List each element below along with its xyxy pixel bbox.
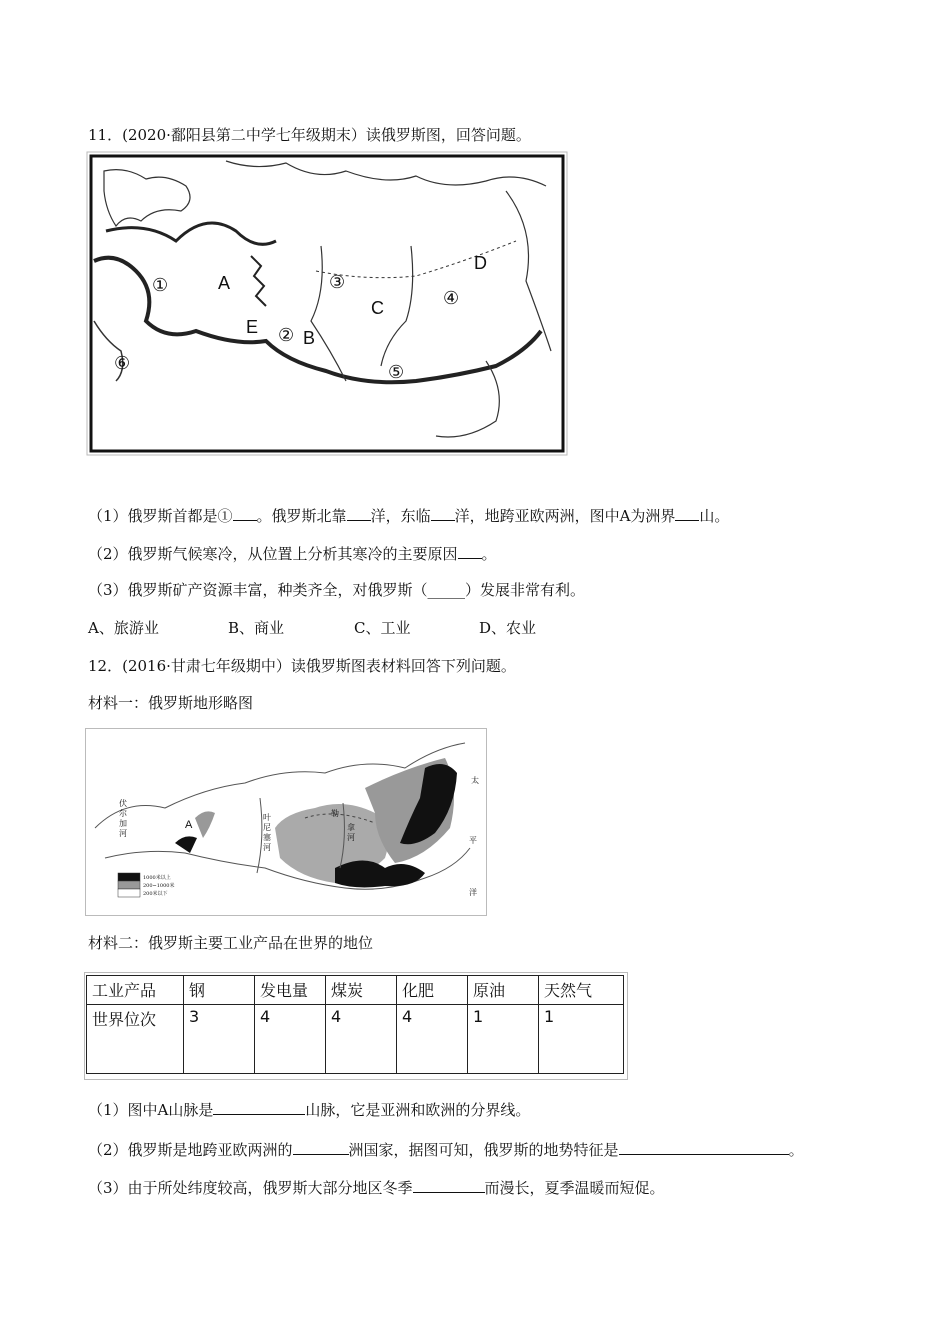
table-cell: 4 (255, 1005, 326, 1074)
option-d[interactable]: D、农业 (479, 619, 537, 637)
map2-label-pacific-3: 洋 (469, 888, 477, 897)
legend-high: 1000米以上 (143, 875, 171, 881)
map1-label-3: ③ (329, 272, 346, 293)
q12-blank-winter[interactable] (413, 1177, 485, 1193)
q12-blank-terrain[interactable] (619, 1139, 789, 1155)
q12-s1-text-a: （1）图中A山脉是 (88, 1101, 214, 1119)
q12-s3-text-a: （3）由于所处纬度较高，俄罗斯大部分地区冬季 (88, 1179, 413, 1197)
table-header-cell: 钢 (184, 976, 255, 1005)
option-b[interactable]: B、商业 (228, 619, 285, 637)
question-12-title: 12．(2016·甘肃七年级期中）读俄罗斯图表材料回答下列问题。 (88, 657, 516, 675)
q12-subq1 (88, 1099, 530, 1120)
map2-label-yenisei-2: 尼 (263, 823, 271, 832)
map2-label-yenisei-1: 叶 (263, 813, 271, 822)
option-c[interactable]: C、工业 (354, 619, 411, 637)
map1-label-2: ② (278, 325, 295, 346)
material-1-label: 材料一：俄罗斯地形略图 (88, 694, 254, 712)
map2-label-volga-1: 伏 (119, 799, 127, 808)
table-header-cell: 发电量 (255, 976, 326, 1005)
table-cell: 世界位次 (87, 1005, 184, 1074)
q11-subq3: （3）俄罗斯矿产资源丰富，种类齐全，对俄罗斯（_____）发展非常有利。 (88, 581, 586, 599)
map1-label-5: ⑤ (388, 362, 405, 383)
q11-blank-reason[interactable] (458, 543, 482, 559)
map1-label-D: D (474, 253, 487, 273)
table-cell: 4 (326, 1005, 397, 1074)
q11-s1-text-c: 洋，东临 (370, 507, 431, 525)
map2-label-lena-1: 勒 (331, 809, 339, 818)
map2-label-volga-4: 河 (119, 829, 127, 838)
q12-subq3 (88, 1177, 665, 1198)
q11-blank-north-ocean[interactable] (347, 505, 371, 521)
industry-table (86, 975, 624, 1074)
q11-s2-text-a: （2）俄罗斯气候寒冷，从位置上分析其寒冷的主要原因 (88, 545, 458, 563)
q12-s3-text-b: 而漫长，夏季温暖而短促。 (484, 1179, 665, 1197)
table-header-cell: 化肥 (397, 976, 468, 1005)
q11-s2-text-b: 。 (481, 545, 497, 563)
map2-label-volga-2: 尔 (119, 809, 127, 818)
map2-label-yenisei-4: 河 (263, 843, 271, 852)
q11-blank-east-ocean[interactable] (431, 505, 455, 521)
legend-low: 200米以下 (143, 891, 168, 897)
map2-label-lena-2: 拿 (347, 823, 355, 832)
table-cell: 3 (184, 1005, 255, 1074)
table-cell: 1 (539, 1005, 624, 1074)
table-cell: 4 (397, 1005, 468, 1074)
q12-s2-text-a: （2）俄罗斯是地跨亚欧两洲的 (88, 1141, 293, 1159)
question-11-title: 11．(2020·鄱阳县第二中学七年级期末）读俄罗斯图，回答问题。 (88, 126, 531, 144)
map1-label-A: A (218, 273, 231, 293)
map2-label-volga-3: 加 (119, 819, 127, 828)
option-a[interactable]: A、旅游业 (88, 619, 159, 637)
legend-mid: 200~1000米 (143, 883, 175, 889)
map1-label-4: ④ (443, 288, 460, 309)
q11-s1-text-d: 洋，地跨亚欧两洲，图中A为洲界 (454, 507, 676, 525)
q12-s2-text-c: 。 (788, 1141, 804, 1159)
table-header-row (87, 976, 624, 1005)
map1-label-6: ⑥ (114, 353, 131, 374)
q11-blank-capital[interactable] (233, 505, 257, 521)
table-header-cell: 天然气 (539, 976, 624, 1005)
q12-s2-text-b: 洲国家，据图可知，俄罗斯的地势特征是 (348, 1141, 619, 1159)
q12-subq2 (88, 1139, 804, 1160)
map2-label-pacific-2: 平 (469, 836, 477, 845)
map1-label-B: B (303, 328, 316, 348)
russia-terrain-map (85, 728, 487, 916)
table-cell: 1 (468, 1005, 539, 1074)
table-header-cell: 煤炭 (326, 976, 397, 1005)
map2-legend (118, 873, 174, 897)
map2-label-lena-3: 河 (347, 833, 355, 842)
map2-label-pacific-1: 太 (471, 776, 479, 785)
q12-blank-continent[interactable] (293, 1139, 349, 1155)
map1-label-E: E (246, 317, 259, 337)
table-header-cell: 工业产品 (87, 976, 184, 1005)
q11-subq1 (88, 505, 729, 526)
q11-blank-mountain[interactable] (675, 505, 699, 521)
table-header-cell: 原油 (468, 976, 539, 1005)
q12-blank-mountain[interactable] (213, 1099, 305, 1115)
russia-map-1 (86, 151, 568, 456)
material-2-label: 材料二：俄罗斯主要工业产品在世界的地位 (88, 934, 374, 952)
table-row (87, 1005, 624, 1074)
q11-s1-text-a: （1）俄罗斯首都是① (88, 507, 233, 525)
map2-label-A: A (185, 819, 193, 831)
q11-s1-text-e: 山。 (699, 507, 730, 525)
map1-label-C: C (371, 298, 384, 318)
q11-s1-text-b: 。俄罗斯北靠 (256, 507, 347, 525)
q11-subq2 (88, 543, 497, 564)
map1-label-1: ① (152, 275, 169, 296)
q12-s1-text-b: 山脉，它是亚洲和欧洲的分界线。 (305, 1101, 531, 1119)
map2-label-yenisei-3: 塞 (263, 833, 271, 842)
